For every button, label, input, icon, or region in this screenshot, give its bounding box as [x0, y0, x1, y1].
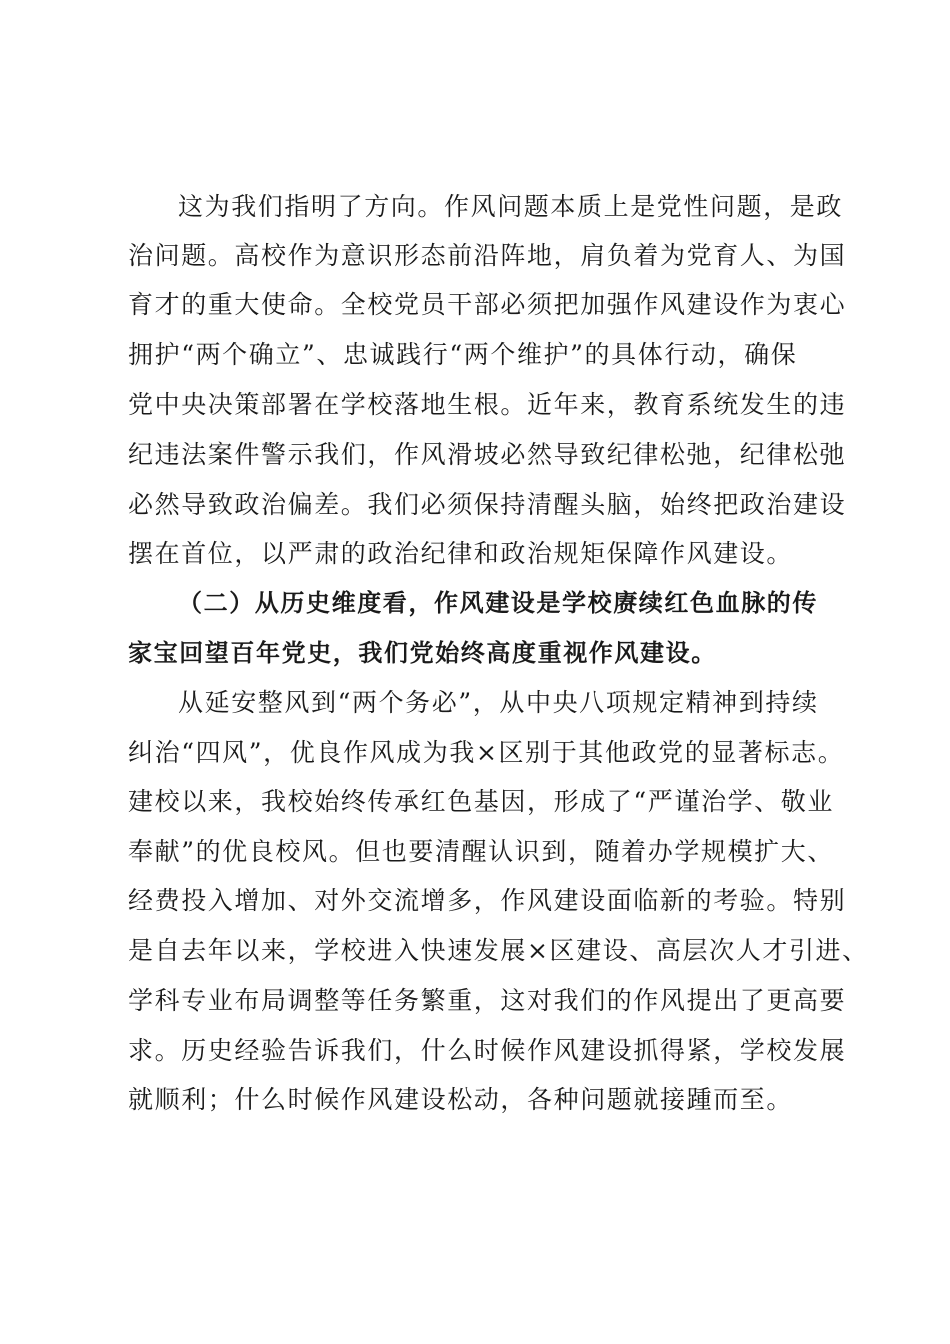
paragraph-line: 必然导致政治偏差。我们必须保持清醒头脑，始终把政治建设	[128, 490, 847, 519]
paragraph-line: 摆在首位，以严肃的政治纪律和政治规矩保障作风建设。	[128, 539, 794, 568]
paragraph-line: 建校以来，我校始终传承红色基因，形成了“严谨治学、敬业	[128, 787, 834, 816]
paragraph-line: 经费投入增加、对外交流增多，作风建设面临新的考验。特别	[128, 886, 847, 915]
paragraph-line: 纠治“四风”，优良作风成为我×区别于其他政党的显著标志。	[128, 738, 845, 767]
paragraph-line: 就顺利；什么时候作风建设松动，各种问题就接踵而至。	[128, 1085, 794, 1114]
paragraph-line: 育才的重大使命。全校党员干部必须把加强作风建设作为衷心	[128, 290, 847, 319]
heading-line: （二）从历史维度看，作风建设是学校赓续红色血脉的传	[178, 589, 818, 617]
paragraph-line: 这为我们指明了方向。作风问题本质上是党性问题，是政	[178, 192, 844, 221]
paragraph-line: 拥护“两个确立”、忠诚践行“两个维护”的具体行动，确保	[128, 340, 798, 369]
paragraph-line: 党中央决策部署在学校落地生根。近年来，教育系统发生的违	[128, 390, 847, 419]
paragraph-line: 从延安整风到“两个务必”，从中央八项规定精神到持续	[178, 688, 819, 717]
heading-line: 家宝回望百年党史，我们党始终高度重视作风建设。	[128, 639, 717, 667]
paragraph-line: 学科专业布局调整等任务繁重，这对我们的作风提出了更高要	[128, 986, 847, 1015]
paragraph-line: 求。历史经验告诉我们，什么时候作风建设抓得紧，学校发展	[128, 1036, 847, 1065]
paragraph-line: 治问题。高校作为意识形态前沿阵地，肩负着为党育人、为国	[128, 241, 847, 270]
paragraph-line: 是自去年以来，学校进入快速发展×区建设、高层次人才引进、	[128, 936, 869, 965]
paragraph-line: 纪违法案件警示我们，作风滑坡必然导致纪律松弛，纪律松弛	[128, 440, 847, 469]
paragraph-line: 奉献”的优良校风。但也要清醒认识到，随着办学规模扩大、	[128, 837, 834, 866]
